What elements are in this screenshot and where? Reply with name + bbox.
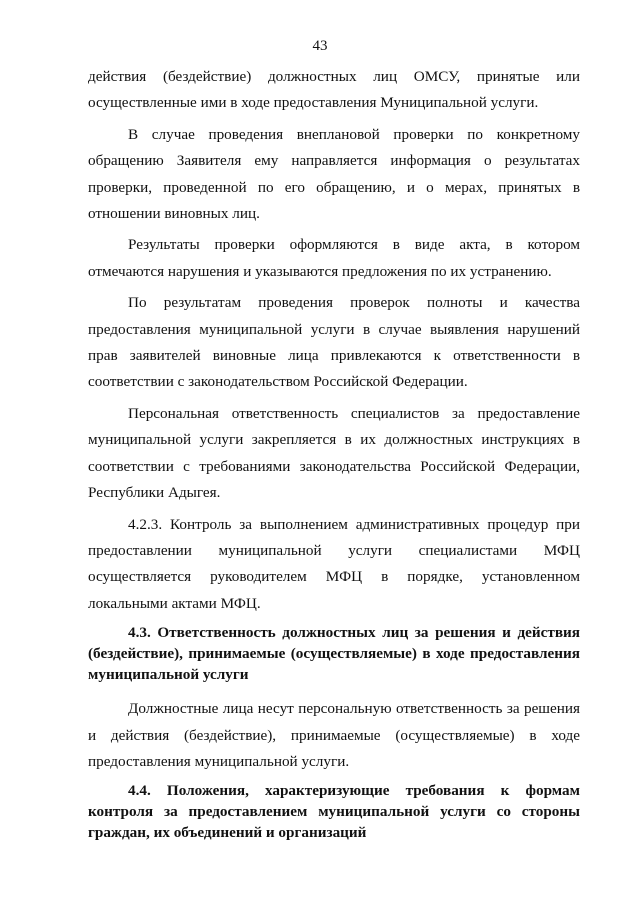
paragraph-mfc-control: 4.2.3. Контроль за выполнением административных процедур при предоставлении муниципальной услуги специалистами МФЦ осуществляется руководителем МФЦ в порядке, установленном локальными актами МФЦ. xyxy=(88,515,580,612)
paragraph-inspection-results: Результаты проверки оформляются в виде акта, в котором отмечаются нарушения и указываются предложения по их устранению. xyxy=(88,236,580,280)
section-4-3-text: Должностные лица несут персональную ответственность за решения и действия (бездействие), принимаемые (осуществляемые) в ходе предоставления муниципальной услуги. xyxy=(88,700,580,770)
section-4-3-heading: 4.3. Ответственность должностных лиц за решения и действия (бездействие), принимаемые (осуществляемые) в ходе предоставления муниципальной услуги xyxy=(88,624,580,684)
page-number: 43 xyxy=(312,38,328,54)
paragraph-unscheduled-inspection: В случае проведения внеплановой проверки по конкретному обращению Заявителя ему направляется информация о результатах проверки, проведенной по его обращению, и о мерах, принятых в отношении виновных лиц. xyxy=(88,125,580,223)
paragraph-violations-liability: По результатам проведения проверок полноты и качества предоставления муниципальной услуги в случае выявления нарушений прав заявителей виновные лица привлекаются к ответственности в соответствии с законодательством Российской Федерации. xyxy=(88,294,580,391)
document-body xyxy=(88,64,580,854)
paragraph-continuation: действия (бездействие) должностных лиц ОМСУ, принятые или осуществленные ими в ходе предоставления Муниципальной услуги. xyxy=(88,68,580,112)
section-4-4-heading: 4.4. Положения, характеризующие требования к формам контроля за предоставлением муниципальной услуги со стороны граждан, их объединений и организаций xyxy=(88,782,580,842)
paragraph-personal-responsibility: Персональная ответственность специалистов за предоставление муниципальной услуги закрепляется в их должностных инструкциях в соответствии с требованиями законодательства Российской Федерации, Республики Адыгея. xyxy=(88,404,580,502)
